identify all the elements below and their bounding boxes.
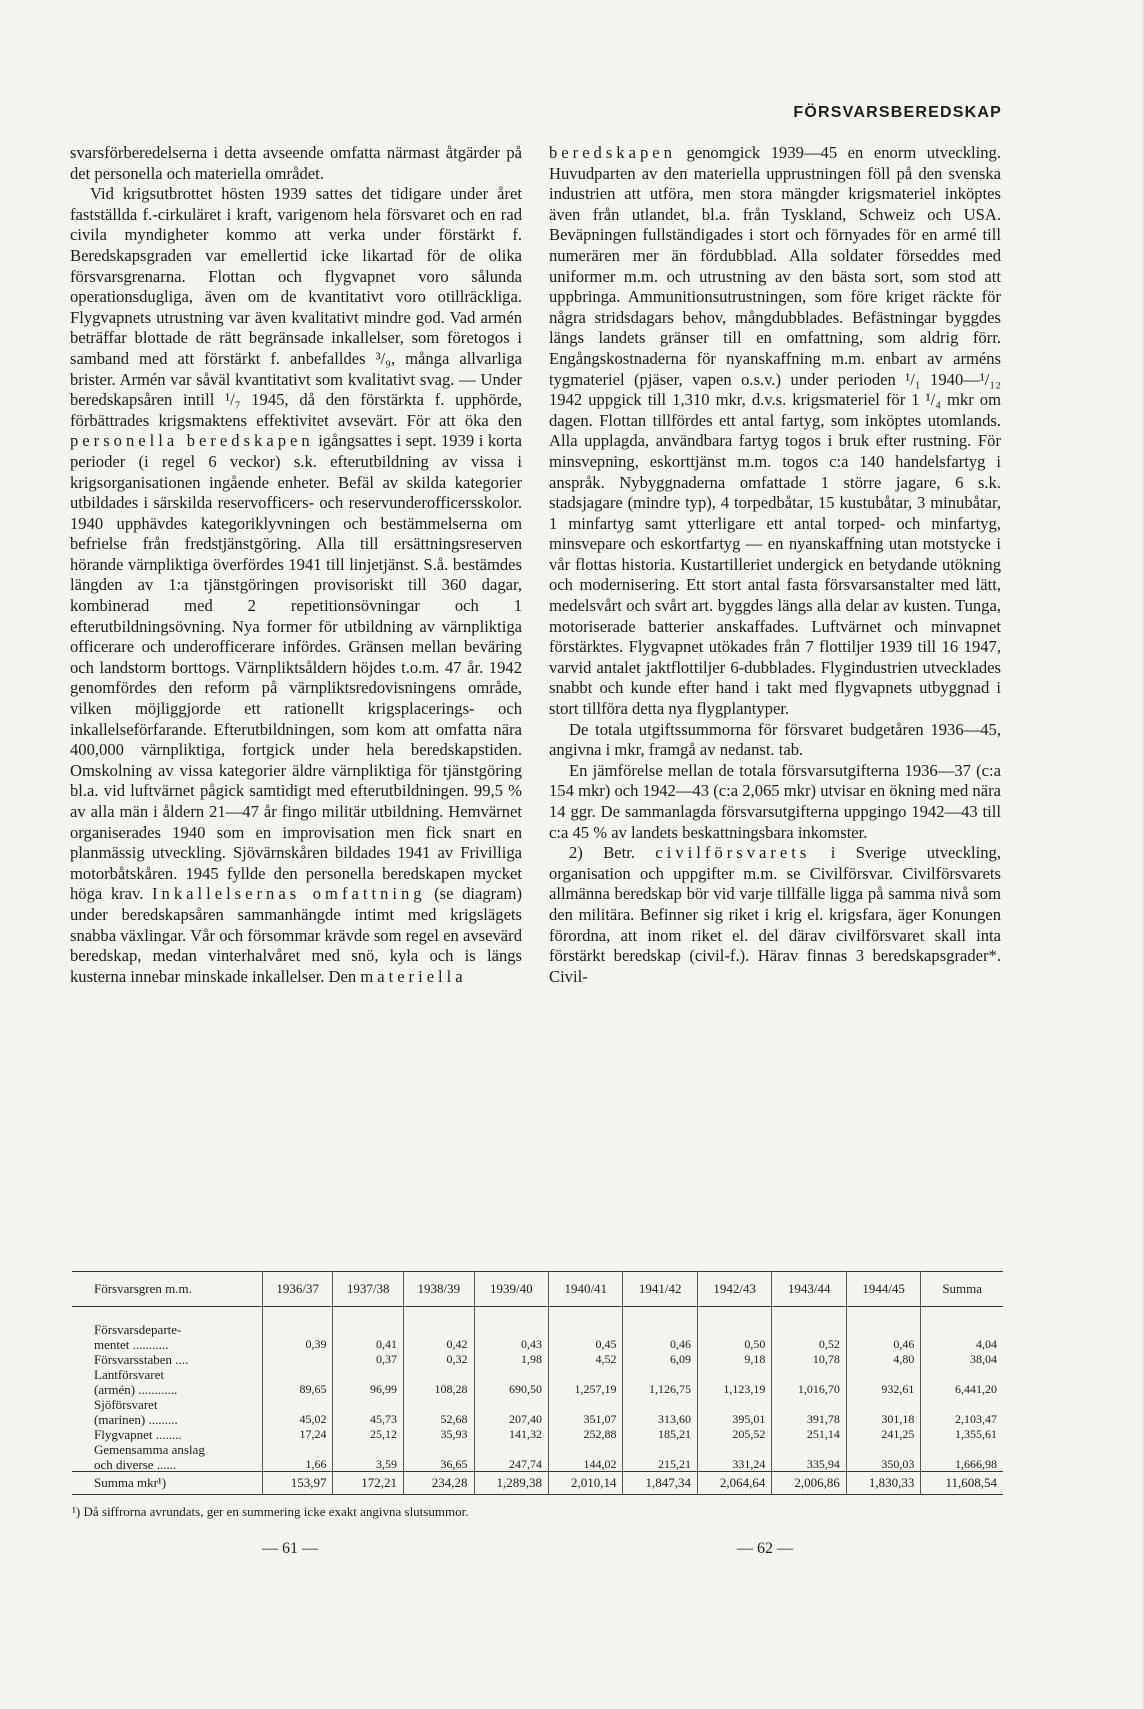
table-row-label: och diverse ...... [94, 1456, 177, 1472]
page-number-right: — 62 — [737, 1540, 793, 1557]
table-cell [549, 1441, 623, 1456]
table-cell: 2,103,47 [921, 1411, 1003, 1426]
table-cell [772, 1441, 846, 1456]
text-run: En jämförelse mellan de totala försvarsutgifterna 1936—37 (c:a 154 mkr) och 1942—43 (c:a 2,065 mkr) utvisar en ökning med nära 14 ggr. De sammanlagda försvarsutgifterna uppgingo 1942—43 till c:a 45 % av landets beskattningsbara inkomster. [549, 760, 1001, 842]
table-cell [404, 1396, 475, 1411]
table-cell: 207,40 [474, 1411, 548, 1426]
text-run: (se diagram) under beredskapsåren sammanhängde intimt med krigslägets snabba växlingar. Vår och försommar krävde som regel en avsevärd beredskap, medan vinterhalvåret med snö, kyla och is längs kusterna innebar minskade inkallelser. Den [70, 884, 522, 986]
table-cell [921, 1366, 1003, 1381]
table-row [72, 1396, 1003, 1411]
table-header-cell: 1943/44 [772, 1272, 846, 1307]
text-run: De totala utgiftssummorna för försvaret budgetåren 1936—45, angivna i mkr, framgå av nedanst. tab. [549, 719, 1001, 760]
table-cell [262, 1321, 333, 1336]
table-cell: 395,01 [697, 1411, 771, 1426]
running-head: FÖRSVARSBEREDSKAP [793, 104, 1002, 121]
table-cell: 350,03 [846, 1456, 920, 1472]
left-text-column [70, 143, 522, 987]
table-row-label: Gemensamma anslag [94, 1441, 205, 1457]
table-row [72, 1321, 1003, 1336]
table-cell: 1,98 [474, 1351, 548, 1366]
paragraph [70, 184, 522, 987]
table-cell [474, 1441, 548, 1456]
table-header-cell: Försvarsgren m.m. [72, 1272, 262, 1307]
table-cell: 1,355,61 [921, 1426, 1003, 1441]
table-cell: 141,32 [474, 1426, 548, 1441]
table-row-label: (armén) ............ [94, 1381, 178, 1397]
table-footnote: ¹) Då siffrorna avrundats, ger en summering icke exakt angivna slutsummor. [72, 1504, 469, 1519]
table-cell: 351,07 [549, 1411, 623, 1426]
table-row [72, 1411, 1003, 1426]
table-cell: 153,97 [262, 1472, 333, 1495]
table-total-row [72, 1472, 1003, 1495]
table-cell: 391,78 [772, 1411, 846, 1426]
table-cell: 89,65 [262, 1381, 333, 1396]
table-cell: 52,68 [404, 1411, 475, 1426]
table-cell [772, 1307, 846, 1322]
table-cell [549, 1396, 623, 1411]
spaced-emphasis-text: personella beredskapen [70, 431, 314, 451]
table-cell [921, 1307, 1003, 1322]
table-row-label: Flygvapnet ........ [94, 1426, 182, 1442]
paragraph [70, 143, 522, 184]
table-cell [549, 1321, 623, 1336]
table-cell [623, 1321, 697, 1336]
table-cell: 251,14 [772, 1426, 846, 1441]
table-row-label: (marinen) ......... [94, 1411, 178, 1427]
table-cell: 0,46 [623, 1336, 697, 1351]
table-cell: 0,50 [697, 1336, 771, 1351]
table-cell: 690,50 [474, 1381, 548, 1396]
table-cell: 932,61 [846, 1381, 920, 1396]
table-cell [404, 1366, 475, 1381]
spaced-emphasis-text: beredskapen [549, 143, 676, 162]
table-cell [549, 1307, 623, 1322]
paragraph [549, 843, 1001, 987]
table-row-label: mentet ........... [94, 1336, 169, 1352]
paragraph [549, 720, 1001, 761]
table-row-label: Försvarsdeparte- [94, 1321, 182, 1337]
table-row [72, 1426, 1003, 1441]
spaced-emphasis-text: civilförsvarets [655, 843, 811, 863]
table-cell: 38,04 [921, 1351, 1003, 1366]
table-cell: 205,52 [697, 1426, 771, 1441]
table-cell: 35,93 [404, 1426, 475, 1441]
table-cell: 4,52 [549, 1351, 623, 1366]
table-cell: 0,42 [404, 1336, 475, 1351]
table-cell: 17,24 [262, 1426, 333, 1441]
table-cell [697, 1307, 771, 1322]
text-run: 2) Betr. [569, 843, 656, 863]
table-cell: 10,78 [772, 1351, 846, 1366]
table-cell [262, 1351, 333, 1366]
table-cell [921, 1441, 1003, 1456]
table-cell [333, 1396, 404, 1411]
table-cell: 185,21 [623, 1426, 697, 1441]
table-header-row [72, 1272, 1003, 1307]
table-cell [333, 1307, 404, 1322]
table-cell [404, 1321, 475, 1336]
text-run: i Sverige utveckling, organisation och uppgifter m.m. se Civilförsvar. Civilförsvarets allmänna beredskap bör vid varje tillfälle ligga på samma nivå som den militära. Befinner sig riket i krig el. krigsfara, äger Konungen förordna, att inom riket el. del därav civilförsvaret skall inta förstärkt beredskap (civil-f.). Härav finnas 3 beredskapsgrader*. Civil- [549, 843, 1001, 986]
table-cell [333, 1441, 404, 1456]
table-cell: 11,608,54 [921, 1472, 1003, 1495]
text-run: genomgick 1939—45 en enorm utveckling. Huvudparten av den materiella upprustningen föll på den svenska industrien att utföra, men stora mängder krigsmateriel inköptes även från utlandet, bl.a. från Tyskland, Schweiz och USA. Beväpningen fullständigades i stort och förnyades för en armé till numerären mer än fördubblad. Alla soldater förseddes med uniformer m.m. och utrustning av den bästa sort, som stod att uppbringa. Ammunitionsutrustningen, som före kriget räckte för några stridsdagars behov, mångdubblades. Befästningar byggdes längs landets gränser till en omfattning, som aldrig förr. Engångskostnaderna för nyanskaffning m.m. enbart av arméns tygmateriel (pjäser, vapen o.s.v.) under perioden ¹/₁ 1940—¹/₁₂ 1942 uppgick till 1,310 mkr, d.v.s. krigsmateriel för 1 ¹/₄ mkr om dagen. Flottan tillfördes ett antal fartyg, som inköptes utomlands. Alla upplagda, användbara fartyg togos i bruk efter rustning. För minsvepning, eskorttjänst m.m. togos c:a 140 handelsfartyg i anspråk. Nybyggnaderna omfattade 1 större jagare, 6 s.k. stadsjagare (mindre typ), 4 torpedbåtar, 15 kustubåtar, 3 minubåtar, 1 minfartyg samt ytterligare ett antal torped- och minfartyg, minsvepare och eskortfartyg — en nyanskaffning utan motstycke i vår flottas historia. Kustartilleriet undergick en betydande utökning och modernisering. Ett stort antal fasta försvarsanstalter med lätt, medelsvårt och svårt art. byggdes längs alla delar av kusten. Tunga, motoriserade batterier anskaffades. Luftvärnet och minvapnet förstärktes. Flygvapnet utökades från 7 flottiljer 1939 till 16 1947, varvid antalet jaktflottiljer 6-dubblades. Flygindustrien utvecklades snabbt och kunde efter hand i takt med flygvapnets utbyggnad i stort tillföra detta nya flygplantyper. [549, 143, 1001, 719]
table-header-cell: 1942/43 [697, 1272, 771, 1307]
table-spacer-row [72, 1307, 1003, 1322]
table-cell: 172,21 [333, 1472, 404, 1495]
table-cell: 1,66 [262, 1456, 333, 1472]
table-cell: 1,123,19 [697, 1381, 771, 1396]
table-cell: 313,60 [623, 1411, 697, 1426]
table-cell: 2,064,64 [697, 1472, 771, 1495]
table-cell: 0,37 [333, 1351, 404, 1366]
table-cell [262, 1366, 333, 1381]
table-row [72, 1351, 1003, 1366]
table-cell: 1,289,38 [474, 1472, 548, 1495]
table-cell: 4,04 [921, 1336, 1003, 1351]
table-cell [262, 1441, 333, 1456]
table-header-cell: 1938/39 [404, 1272, 475, 1307]
table-cell: 0,46 [846, 1336, 920, 1351]
table-cell: 45,02 [262, 1411, 333, 1426]
table-cell [404, 1307, 475, 1322]
table-cell [697, 1396, 771, 1411]
table-cell: 0,43 [474, 1336, 548, 1351]
table-cell [474, 1307, 548, 1322]
table-row [72, 1336, 1003, 1351]
table-cell: 252,88 [549, 1426, 623, 1441]
table-row-label [72, 1307, 262, 1322]
table-cell [772, 1321, 846, 1336]
table-cell [772, 1366, 846, 1381]
table-cell [846, 1321, 920, 1336]
table-cell [846, 1441, 920, 1456]
table-cell: 1,847,34 [623, 1472, 697, 1495]
table-cell [697, 1366, 771, 1381]
table-cell [697, 1441, 771, 1456]
table-cell: 241,25 [846, 1426, 920, 1441]
table-row-label: Sjöförsvaret [94, 1396, 158, 1412]
table-cell: 1,666,98 [921, 1456, 1003, 1472]
table-cell: 0,39 [262, 1336, 333, 1351]
table-cell [846, 1366, 920, 1381]
table-cell: 234,28 [404, 1472, 475, 1495]
table-cell [474, 1321, 548, 1336]
table-cell: 2,006,86 [772, 1472, 846, 1495]
page-number-left: — 61 — [262, 1540, 318, 1557]
table-cell: 1,257,19 [549, 1381, 623, 1396]
table-header-cell: 1939/40 [474, 1272, 548, 1307]
table-header-cell: 1944/45 [846, 1272, 920, 1307]
table-cell: 6,441,20 [921, 1381, 1003, 1396]
table-row-label: Lantförsvaret [94, 1366, 165, 1382]
table-cell [623, 1396, 697, 1411]
table-cell [404, 1441, 475, 1456]
table-cell: 25,12 [333, 1426, 404, 1441]
table-cell [549, 1366, 623, 1381]
table-cell [474, 1396, 548, 1411]
table-row [72, 1456, 1003, 1472]
table-cell: 1,126,75 [623, 1381, 697, 1396]
text-run: igångsattes i sept. 1939 i korta perioder (i regel 6 veckor) s.k. efterutbildning av vissa i krigsorganisationen ingående enheter. Befäl av skilda kategorier utbildades i särskilda reservofficers- och reservunderofficersskolor. 1940 upphävdes kategoriklyvningen och bestämmelserna om befrielse från fredstjänstgöring. Alla till ersättningsreserven hörande värnpliktiga överfördes 1941 till linjetjänst. S.å. bestämdes längden av 1:a tjänstgöringen provisoriskt till 360 dagar, kombinerad med 2 repetitionsövningar och 1 efterutbildningsövning. Nya former för utbildning av värnpliktiga officerare och underofficerare infördes. Gränsen mellan beväring och landstorm borttogs. Värnpliktsåldern höjdes t.o.m. 47 år. 1942 genomfördes den reform på värnpliktsredovisningens område, vilken möjliggjorde ett rationellt krigsplacerings- och inkallelseförfarande. Efterutbildningen, som kom att omfatta nära 400,000 värnpliktiga, fortgick under hela beredskapstiden. Omskolning av vissa kategorier äldre värnpliktiga för tjänstgöring bl.a. vid luftvärnet pågick samtidigt med efterutbildningen. 99,5 % av alla män i åldern 21—47 år fingo militär utbildning. Hemvärnet organiserades 1940 som en improvisation men fick snart en planmässig utveckling. Sjövärnskåren bildades 1941 av Frivilliga motorbåtskåren. 1945 fyllde den personella beredskapen mycket höga krav. [70, 431, 522, 904]
table-cell [921, 1396, 1003, 1411]
table-cell [772, 1396, 846, 1411]
table-cell: 45,73 [333, 1411, 404, 1426]
table-row-label: Summa mkr¹) [72, 1472, 262, 1495]
table-cell: 3,59 [333, 1456, 404, 1472]
table-cell: 1,830,33 [846, 1472, 920, 1495]
table-cell: 6,09 [623, 1351, 697, 1366]
table-cell: 96,99 [333, 1381, 404, 1396]
table-body [72, 1307, 1003, 1495]
spaced-emphasis-text: materiella [360, 966, 467, 986]
paragraph [549, 761, 1001, 843]
table-cell: 335,94 [772, 1456, 846, 1472]
defense-expenditure-table [72, 1271, 1003, 1495]
table-cell: 108,28 [404, 1381, 475, 1396]
table-header-cell: 1937/38 [333, 1272, 404, 1307]
table-cell: 215,21 [623, 1456, 697, 1472]
text-run: svarsförberedelserna i detta avseende omfatta närmast åtgärder på det personella och materiella området. [70, 143, 522, 183]
table-cell [697, 1321, 771, 1336]
table-cell: 2,010,14 [549, 1472, 623, 1495]
table-header-cell: 1936/37 [262, 1272, 333, 1307]
table-row [72, 1381, 1003, 1396]
table-cell [333, 1321, 404, 1336]
table-cell: 36,65 [404, 1456, 475, 1472]
table-cell [474, 1366, 548, 1381]
table-cell: 0,45 [549, 1336, 623, 1351]
table-cell [623, 1366, 697, 1381]
table-cell [262, 1307, 333, 1322]
table-cell: 247,74 [474, 1456, 548, 1472]
table-cell: 331,24 [697, 1456, 771, 1472]
table-cell: 0,41 [333, 1336, 404, 1351]
paragraph [549, 143, 1001, 720]
defense-expenditure-table-wrapper [72, 1271, 1003, 1495]
spaced-emphasis-text: Inkallelsernas omfattning [152, 884, 426, 904]
table-cell: 1,016,70 [772, 1381, 846, 1396]
table-cell [333, 1366, 404, 1381]
text-run: Vid krigsutbrottet hösten 1939 sattes det tidigare under året fastställda f.-cirkuläret i kraft, varigenom hela försvaret och en rad civila myndigheter kommo att verka under förstärkt f. Beredskapsgraden var emellertid icke likartad för de olika försvarsgrenarna. Flottan och flygvapnet voro sålunda operationsdugliga, även om de kvantitativt voro otillräckliga. Flygvapnets utrustning var även kvalitativt mindre god. Vad armén beträffar blottade de rätt begränsade inkallelser, som företogos i samband med att förstärkt f. anbefalldes ³/₉, många allvarliga brister. Armén var såväl kvantitativt som kvalitativt svag. — Under beredskapsåren intill ¹/₇ 1945, då den förstärkta f. upphörde, förbättrades krigsmaktens effektivitet avsevärt. För att öka den [70, 184, 522, 430]
table-row [72, 1366, 1003, 1381]
table-header-cell: Summa [921, 1272, 1003, 1307]
table-cell: 0,52 [772, 1336, 846, 1351]
right-text-column [549, 143, 1001, 987]
table-cell [262, 1396, 333, 1411]
table-cell [921, 1321, 1003, 1336]
table-cell [846, 1307, 920, 1322]
table-cell: 0,32 [404, 1351, 475, 1366]
table-cell [846, 1396, 920, 1411]
table-cell [623, 1441, 697, 1456]
table-header-cell: 1941/42 [623, 1272, 697, 1307]
table-cell [623, 1307, 697, 1322]
table-row [72, 1441, 1003, 1456]
table-header-cell: 1940/41 [549, 1272, 623, 1307]
table-cell: 301,18 [846, 1411, 920, 1426]
table-cell: 9,18 [697, 1351, 771, 1366]
table-row-label: Försvarsstaben .... [94, 1351, 189, 1367]
table-cell: 4,80 [846, 1351, 920, 1366]
table-cell: 144,02 [549, 1456, 623, 1472]
